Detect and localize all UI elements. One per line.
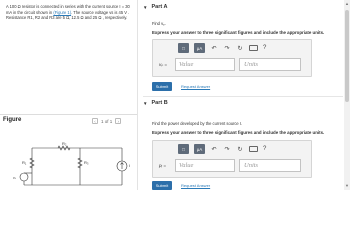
scroll-down-icon[interactable]: ▼ <box>345 183 349 188</box>
part-a-instruction: Express your answer to three significant figures and include the appropriate units. <box>152 30 325 35</box>
undo-icon[interactable]: ↶ <box>211 45 217 52</box>
chevron-left-icon[interactable]: ‹ <box>92 118 98 124</box>
help-button[interactable]: ? <box>263 45 267 51</box>
part-a-value-input[interactable]: Value <box>175 58 235 71</box>
part-b-request-answer-link[interactable]: Request Answer <box>181 183 211 188</box>
part-a-toolbar <box>178 43 266 53</box>
figure-link[interactable]: (Figure 1) <box>53 9 72 15</box>
part-separator <box>143 96 343 97</box>
part-b-question: Find the power developed by the current source I. <box>152 121 243 126</box>
part-b-variable-label: pᵢ = <box>159 163 166 168</box>
caret-down-icon: ▼ <box>143 100 148 106</box>
part-a-answer-box <box>152 39 312 77</box>
caret-down-icon: ▼ <box>143 4 148 10</box>
part-a-question: Find vₚ. <box>152 21 167 26</box>
scroll-thumb[interactable] <box>345 10 349 102</box>
mu-units-button[interactable]: μA <box>194 43 205 53</box>
r1-label: R₁ <box>22 160 27 165</box>
redo-icon[interactable]: ↷ <box>224 45 230 52</box>
keyboard-icon[interactable] <box>249 45 258 51</box>
figure-page-count: 1 of 1 <box>101 118 113 124</box>
voltage-source <box>20 173 28 181</box>
keyboard-icon[interactable] <box>249 146 258 152</box>
vs-label: vₛ <box>13 176 17 180</box>
figure-label: Figure <box>3 117 22 123</box>
part-a-submit-button[interactable]: Submit <box>152 82 172 91</box>
scroll-up-icon[interactable]: ▲ <box>345 1 349 6</box>
part-a-request-answer-link[interactable]: Request Answer <box>181 84 211 89</box>
part-b-instruction: Express your answer to three significant figures and include the appropriate units. <box>152 130 325 135</box>
figure-header <box>0 114 137 126</box>
part-a-header[interactable] <box>143 2 167 12</box>
part-b-submit-button[interactable]: Submit <box>152 181 172 190</box>
r2-label: R₂ <box>62 141 67 146</box>
r3-label: R₃ <box>84 160 89 165</box>
reset-icon[interactable]: ↻ <box>237 45 243 52</box>
undo-icon[interactable]: ↶ <box>211 146 217 153</box>
part-b-title: Part B <box>151 100 168 106</box>
answer-pane <box>138 0 350 190</box>
part-a-variable-label: vₚ = <box>159 62 168 67</box>
problem-text-end: . The source voltage vs is 45 V . Resistance R1, R2 and R3 are 5 Ω, 12.5 Ω and 25 Ω , respectively. <box>6 9 130 21</box>
redo-icon[interactable]: ↷ <box>224 146 230 153</box>
figure-pager <box>92 118 121 124</box>
r2-resistor <box>58 146 70 150</box>
problem-statement <box>6 4 134 21</box>
template-button[interactable]: □ <box>178 43 189 53</box>
circuit-diagram <box>0 140 137 190</box>
template-button[interactable]: □ <box>178 144 189 154</box>
part-a-units-input[interactable]: Units <box>239 58 301 71</box>
part-b-units-input[interactable]: Units <box>239 159 301 172</box>
part-a-title: Part A <box>151 4 168 10</box>
part-b-toolbar <box>178 144 266 154</box>
reset-icon[interactable]: ↻ <box>237 146 243 153</box>
part-b-value-input[interactable]: Value <box>175 159 235 172</box>
scrollbar[interactable] <box>344 0 350 190</box>
help-button[interactable]: ? <box>263 146 267 152</box>
current-label: I <box>129 163 131 168</box>
problem-pane <box>0 0 137 190</box>
mu-units-button[interactable]: μA <box>194 144 205 154</box>
part-b-header[interactable] <box>143 98 168 108</box>
problem-text-start: A 100 Ω resistor is connected in series with the current source I = 30 mA in the circuit shown in <box>6 4 130 15</box>
part-b-answer-box <box>152 140 312 178</box>
chevron-right-icon[interactable]: › <box>115 118 121 124</box>
